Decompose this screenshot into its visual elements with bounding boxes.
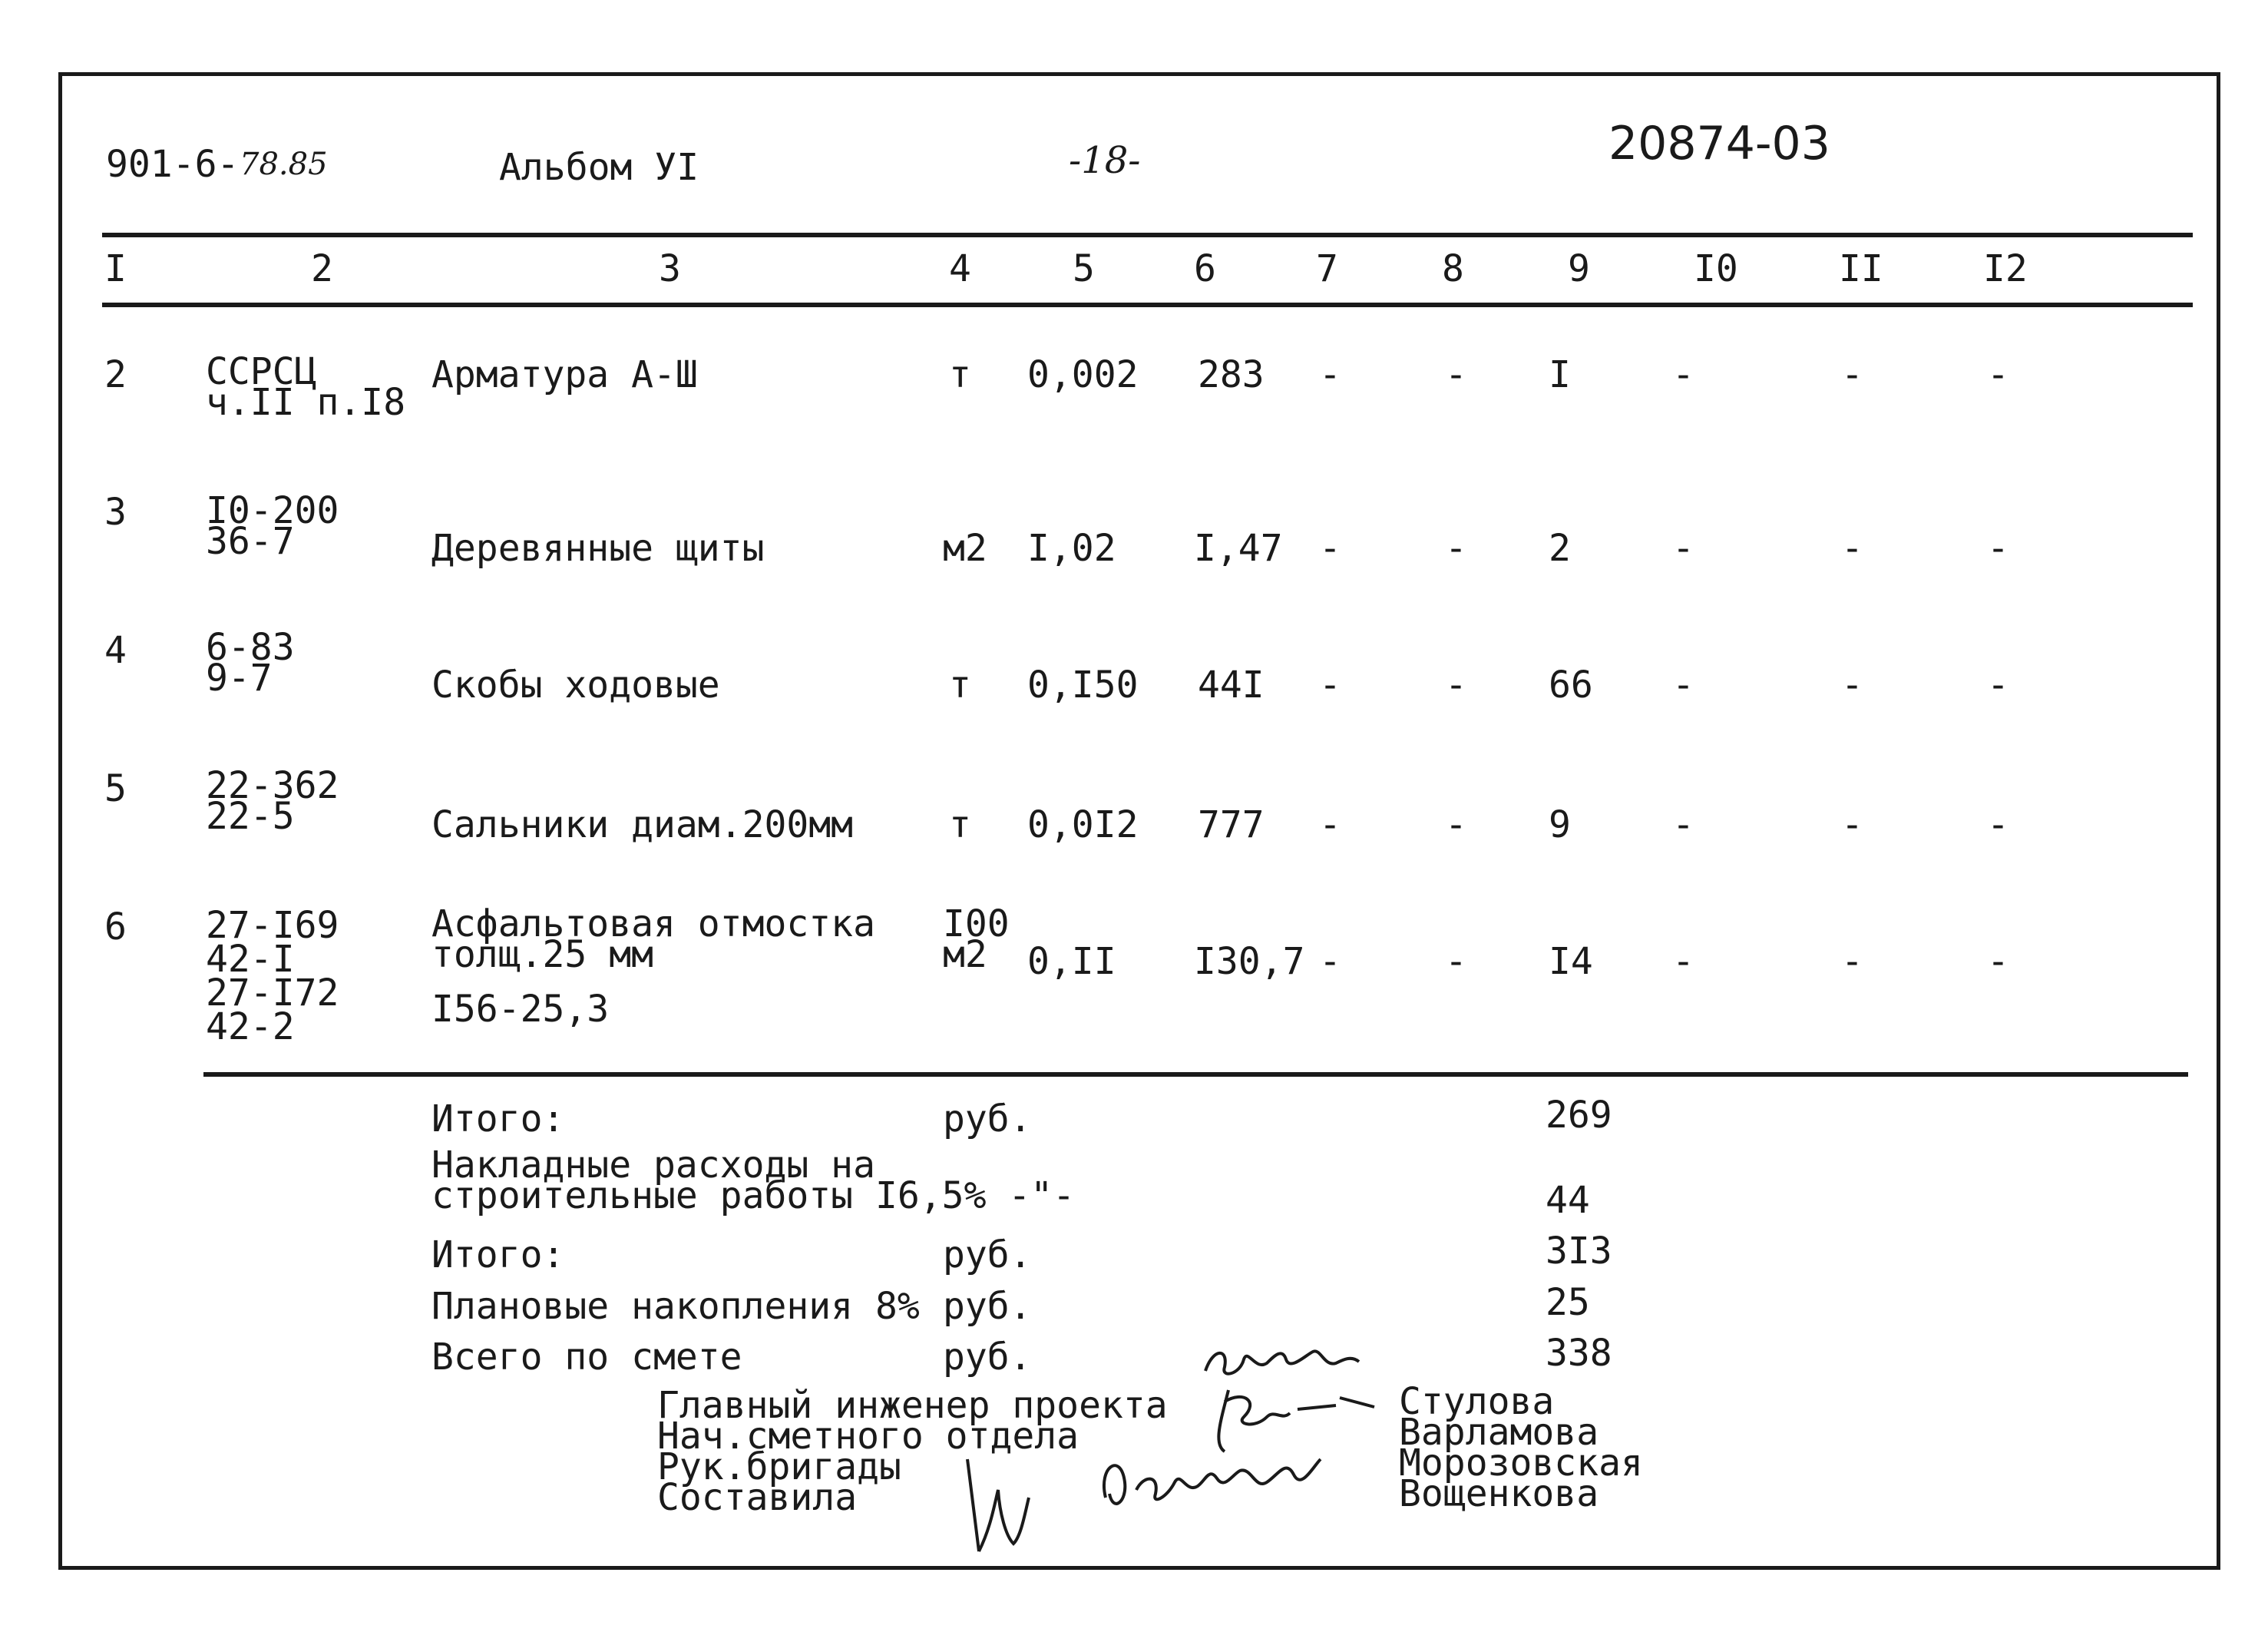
subtotal-value: 3I3 (1546, 1230, 1612, 1273)
overhead-label: Накладные расходы на строительные работы I6,5% -"- (431, 1144, 1076, 1217)
totals-rule (203, 1072, 2188, 1077)
row-col11: - (1841, 664, 1863, 707)
row-unit: I00 м2 (943, 902, 1010, 976)
column-number: 6 (1194, 247, 1216, 290)
total-value: 269 (1546, 1094, 1612, 1137)
project-code-handwritten: 78.85 (240, 147, 328, 182)
row-price: 777 (1198, 803, 1265, 846)
row-col9: 2 (1549, 527, 1571, 570)
row-unit: м2 (943, 527, 987, 570)
row-col7: - (1319, 527, 1341, 570)
grand-total-label: Всего по смете (431, 1336, 742, 1379)
row-col8: - (1445, 940, 1467, 983)
row-col12: - (1987, 527, 2009, 570)
row-name: Сальники диам.200мм (431, 803, 854, 846)
row-quantity: 0,0I2 (1027, 803, 1139, 846)
column-number: 5 (1073, 247, 1095, 290)
row-col11: - (1841, 803, 1863, 846)
row-col12: - (1987, 664, 2009, 707)
row-name: Арматура А-Ш (431, 353, 698, 396)
row-col9: I4 (1549, 940, 1593, 983)
row-reference: 6-83 9-7 (206, 626, 295, 700)
row-reference: 27-I69 42-I 27-I72 42-2 (206, 904, 339, 1048)
planned-savings-label: Плановые накопления 8% (431, 1285, 920, 1328)
grand-total-value: 338 (1546, 1332, 1612, 1375)
row-reference: 22-362 22-5 (206, 764, 339, 838)
subtotal-unit: руб. (943, 1233, 1032, 1276)
overhead-value: 44 (1546, 1179, 1590, 1222)
column-number: I0 (1694, 247, 1738, 290)
row-col11: - (1841, 940, 1863, 983)
row-name-note: I56-25,3 (431, 988, 610, 1031)
subtotal-label: Итого: (431, 1233, 565, 1276)
grand-total-unit: руб. (943, 1336, 1032, 1379)
album-label: Альбом УI (499, 146, 699, 189)
project-code: 901-6- (106, 143, 240, 186)
row-quantity: I,02 (1027, 527, 1116, 570)
signature-names: Стулова Варламова Морозовская Вощенкова (1399, 1380, 1643, 1515)
row-unit: т (949, 353, 971, 396)
row-quantity: 0,002 (1027, 353, 1139, 396)
planned-savings-unit: руб. (943, 1285, 1032, 1328)
row-col9: I (1549, 353, 1571, 396)
total-label: Итого: (431, 1097, 565, 1140)
planned-savings-value: 25 (1546, 1281, 1590, 1324)
row-col12: - (1987, 353, 2009, 396)
document-number: 20874-03 (1608, 117, 1830, 170)
column-number: II (1839, 247, 1883, 290)
column-number: 3 (659, 247, 681, 290)
row-number: 6 (104, 905, 127, 948)
row-price: 44I (1198, 664, 1265, 707)
row-col11: - (1841, 353, 1863, 396)
row-unit: т (949, 664, 971, 707)
row-number: 3 (104, 491, 127, 534)
row-col10: - (1672, 940, 1694, 983)
row-price: 283 (1198, 353, 1265, 396)
column-number: 9 (1568, 247, 1590, 290)
row-col8: - (1445, 527, 1467, 570)
row-number: 4 (104, 629, 127, 672)
row-name: Скобы ходовые (431, 664, 720, 707)
handwritten-signature-compiler (952, 1452, 1044, 1559)
row-reference: I0-200 36-7 (206, 489, 339, 563)
row-quantity: 0,I50 (1027, 664, 1139, 707)
row-name: Асфальтовая отмостка толщ.25 мм (431, 902, 875, 976)
column-number: 2 (311, 247, 333, 290)
row-col12: - (1987, 940, 2009, 983)
row-number: 5 (104, 767, 127, 810)
row-number: 2 (104, 353, 127, 396)
handwritten-signature-brigade-leader (1090, 1436, 1336, 1528)
header-bottom-rule (102, 303, 2193, 307)
column-number: 7 (1316, 247, 1338, 290)
column-number: 8 (1442, 247, 1464, 290)
row-col12: - (1987, 803, 2009, 846)
page-number: -18- (1069, 139, 1141, 182)
row-col9: 9 (1549, 803, 1571, 846)
header-top-rule (102, 233, 2193, 237)
row-col11: - (1841, 527, 1863, 570)
row-col7: - (1319, 940, 1341, 983)
column-number: 4 (949, 247, 971, 290)
signature-roles: Главный инженер проекта Нач.сметного отдела Рук.бригады Составила (657, 1384, 1168, 1519)
row-col10: - (1672, 527, 1694, 570)
row-price: I,47 (1194, 527, 1283, 570)
row-reference: ССРСЦ ч.II п.I8 (206, 350, 406, 424)
row-name: Деревянные щиты (431, 527, 765, 570)
page-border (58, 72, 2220, 1570)
row-col10: - (1672, 803, 1694, 846)
row-col8: - (1445, 664, 1467, 707)
row-col7: - (1319, 664, 1341, 707)
column-number: I (104, 247, 127, 290)
row-unit: т (949, 803, 971, 846)
row-col10: - (1672, 664, 1694, 707)
column-number: I2 (1983, 247, 2028, 290)
row-col8: - (1445, 803, 1467, 846)
row-col7: - (1319, 353, 1341, 396)
row-col9: 66 (1549, 664, 1593, 707)
row-col8: - (1445, 353, 1467, 396)
total-unit: руб. (943, 1097, 1032, 1140)
row-quantity: 0,II (1027, 940, 1116, 983)
row-col10: - (1672, 353, 1694, 396)
row-price: I30,7 (1194, 940, 1305, 983)
row-col7: - (1319, 803, 1341, 846)
